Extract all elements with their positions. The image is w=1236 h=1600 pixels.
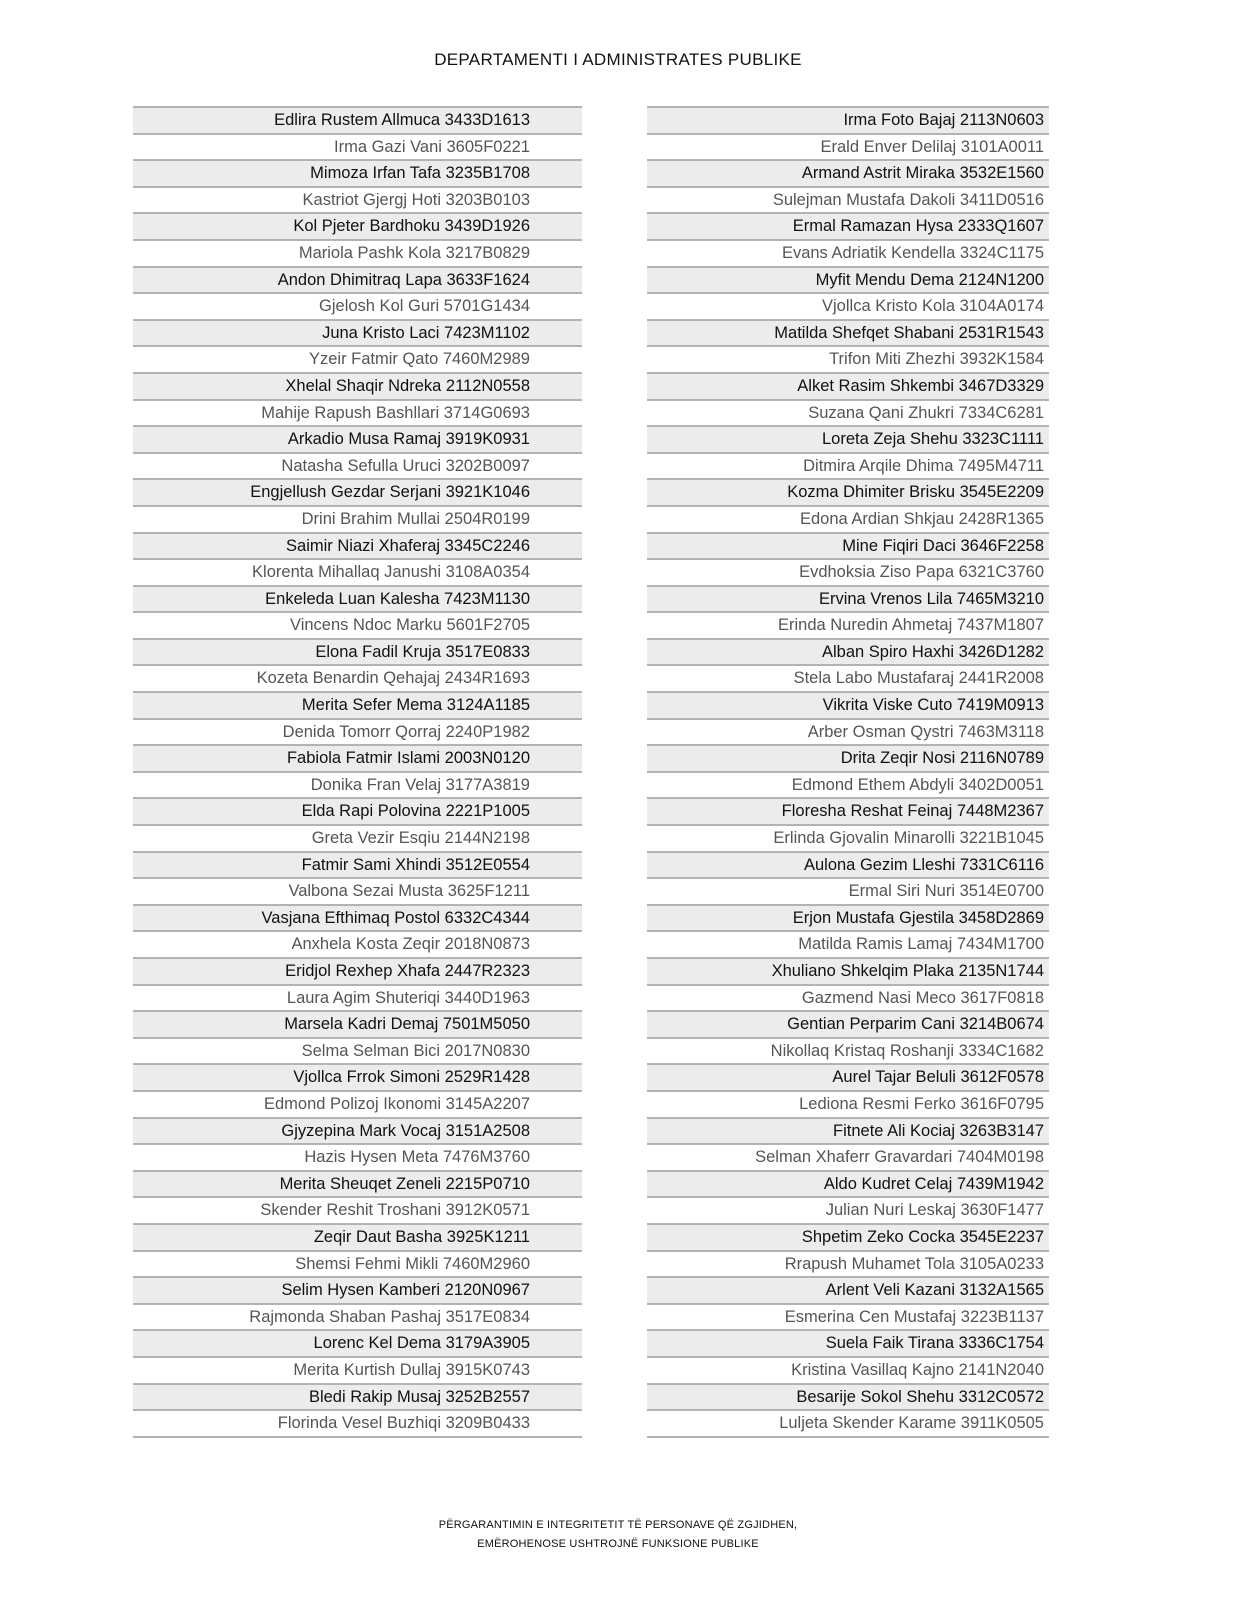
list-item: Evdhoksia Ziso Papa 6321C3760 [647, 558, 1049, 585]
list-item: Drita Zeqir Nosi 2116N0789 [647, 744, 1049, 771]
page-title: DEPARTAMENTI I ADMINISTRATES PUBLIKE [434, 50, 802, 69]
list-item: Andon Dhimitraq Lapa 3633F1624 [133, 266, 582, 293]
list-item: Aulona Gezim Lleshi 7331C6116 [647, 851, 1049, 878]
list-item: Arber Osman Qystri 7463M3118 [647, 718, 1049, 745]
list-item: Evans Adriatik Kendella 3324C1175 [647, 239, 1049, 266]
list-item: Trifon Miti Zhezhi 3932K1584 [647, 345, 1049, 372]
list-item: Vincens Ndoc Marku 5601F2705 [133, 611, 582, 638]
list-item: Anxhela Kosta Zeqir 2018N0873 [133, 930, 582, 957]
list-item: Edmond Polizoj Ikonomi 3145A2207 [133, 1090, 582, 1117]
list-item: Irma Foto Bajaj 2113N0603 [647, 106, 1049, 133]
list-item: Arlent Veli Kazani 3132A1565 [647, 1276, 1049, 1303]
list-item: Elona Fadil Kruja 3517E0833 [133, 638, 582, 665]
list-bottom-rule [647, 1436, 1049, 1438]
list-item: Mariola Pashk Kola 3217B0829 [133, 239, 582, 266]
list-item: Kozeta Benardin Qehajaj 2434R1693 [133, 664, 582, 691]
list-item: Myfit Mendu Dema 2124N1200 [647, 266, 1049, 293]
list-item: Alket Rasim Shkembi 3467D3329 [647, 372, 1049, 399]
list-item: Ditmira Arqile Dhima 7495M4711 [647, 452, 1049, 479]
list-bottom-rule [133, 1436, 582, 1438]
list-item: Luljeta Skender Karame 3911K0505 [647, 1409, 1049, 1436]
list-item: Matilda Ramis Lamaj 7434M1700 [647, 930, 1049, 957]
list-item: Juna Kristo Laci 7423M1102 [133, 319, 582, 346]
list-item: Selim Hysen Kamberi 2120N0967 [133, 1276, 582, 1303]
list-item: Kol Pjeter Bardhoku 3439D1926 [133, 212, 582, 239]
list-item: Lediona Resmi Ferko 3616F0795 [647, 1090, 1049, 1117]
list-item: Erald Enver Delilaj 3101A0011 [647, 133, 1049, 160]
list-item: Gentian Perparim Cani 3214B0674 [647, 1010, 1049, 1037]
list-item: Zeqir Daut Basha 3925K1211 [133, 1223, 582, 1250]
footer [0, 1516, 1236, 1554]
list-item: Matilda Shefqet Shabani 2531R1543 [647, 319, 1049, 346]
list-item: Aurel Tajar Beluli 3612F0578 [647, 1063, 1049, 1090]
list-item: Julian Nuri Leskaj 3630F1477 [647, 1196, 1049, 1223]
list-item: Selma Selman Bici 2017N0830 [133, 1037, 582, 1064]
list-item: Xhelal Shaqir Ndreka 2112N0558 [133, 372, 582, 399]
list-item: Esmerina Cen Mustafaj 3223B1137 [647, 1303, 1049, 1330]
list-item: Laura Agim Shuteriqi 3440D1963 [133, 984, 582, 1011]
list-item: Aldo Kudret Celaj 7439M1942 [647, 1170, 1049, 1197]
left-name-list [133, 106, 582, 1438]
list-item: Hazis Hysen Meta 7476M3760 [133, 1143, 582, 1170]
list-item: Bledi Rakip Musaj 3252B2557 [133, 1383, 582, 1410]
list-item: Edmond Ethem Abdyli 3402D0051 [647, 771, 1049, 798]
list-item: Nikollaq Kristaq Roshanji 3334C1682 [647, 1037, 1049, 1064]
list-item: Fabiola Fatmir Islami 2003N0120 [133, 744, 582, 771]
list-item: Mimoza Irfan Tafa 3235B1708 [133, 159, 582, 186]
list-item: Mahije Rapush Bashllari 3714G0693 [133, 399, 582, 426]
list-item: Edona Ardian Shkjau 2428R1365 [647, 505, 1049, 532]
list-item: Floresha Reshat Feinaj 7448M2367 [647, 797, 1049, 824]
list-item: Erjon Mustafa Gjestila 3458D2869 [647, 904, 1049, 931]
list-item: Marsela Kadri Demaj 7501M5050 [133, 1010, 582, 1037]
list-item: Drini Brahim Mullai 2504R0199 [133, 505, 582, 532]
list-item: Denida Tomorr Qorraj 2240P1982 [133, 718, 582, 745]
list-item: Edlira Rustem Allmuca 3433D1613 [133, 106, 582, 133]
footer-line-2: EMËROHENOSE USHTROJNË FUNKSIONE PUBLIKE [477, 1538, 759, 1550]
list-item: Erlinda Gjovalin Minarolli 3221B1045 [647, 824, 1049, 851]
list-item: Stela Labo Mustafaraj 2441R2008 [647, 664, 1049, 691]
list-item: Greta Vezir Esqiu 2144N2198 [133, 824, 582, 851]
list-item: Gjyzepina Mark Vocaj 3151A2508 [133, 1117, 582, 1144]
list-item: Yzeir Fatmir Qato 7460M2989 [133, 345, 582, 372]
list-item: Lorenc Kel Dema 3179A3905 [133, 1329, 582, 1356]
footer-line-1: PËRGARANTIMIN E INTEGRITETIT TË PERSONAVE QË ZGJIDHEN, [438, 1519, 798, 1531]
list-item: Vjollca Kristo Kola 3104A0174 [647, 292, 1049, 319]
list-item: Merita Sefer Mema 3124A1185 [133, 691, 582, 718]
right-name-list [647, 106, 1049, 1438]
list-item: Armand Astrit Miraka 3532E1560 [647, 159, 1049, 186]
list-item: Gjelosh Kol Guri 5701G1434 [133, 292, 582, 319]
list-item: Elda Rapi Polovina 2221P1005 [133, 797, 582, 824]
list-item: Irma Gazi Vani 3605F0221 [133, 133, 582, 160]
list-item: Skender Reshit Troshani 3912K0571 [133, 1196, 582, 1223]
list-item: Arkadio Musa Ramaj 3919K0931 [133, 425, 582, 452]
list-item: Donika Fran Velaj 3177A3819 [133, 771, 582, 798]
list-item: Fitnete Ali Kociaj 3263B3147 [647, 1117, 1049, 1144]
list-item: Merita Sheuqet Zeneli 2215P0710 [133, 1170, 582, 1197]
list-item: Vasjana Efthimaq Postol 6332C4344 [133, 904, 582, 931]
list-item: Saimir Niazi Xhaferaj 3345C2246 [133, 532, 582, 559]
list-item: Alban Spiro Haxhi 3426D1282 [647, 638, 1049, 665]
list-item: Natasha Sefulla Uruci 3202B0097 [133, 452, 582, 479]
list-item: Rrapush Muhamet Tola 3105A0233 [647, 1250, 1049, 1277]
list-item: Florinda Vesel Buzhiqi 3209B0433 [133, 1409, 582, 1436]
list-item: Xhuliano Shkelqim Plaka 2135N1744 [647, 957, 1049, 984]
list-item: Suela Faik Tirana 3336C1754 [647, 1329, 1049, 1356]
list-item: Rajmonda Shaban Pashaj 3517E0834 [133, 1303, 582, 1330]
list-item: Kozma Dhimiter Brisku 3545E2209 [647, 478, 1049, 505]
list-item: Ervina Vrenos Lila 7465M3210 [647, 585, 1049, 612]
list-item: Ermal Ramazan Hysa 2333Q1607 [647, 212, 1049, 239]
list-item: Enkeleda Luan Kalesha 7423M1130 [133, 585, 582, 612]
list-item: Vjollca Frrok Simoni 2529R1428 [133, 1063, 582, 1090]
list-item: Loreta Zeja Shehu 3323C1111 [647, 425, 1049, 452]
list-item: Sulejman Mustafa Dakoli 3411D0516 [647, 186, 1049, 213]
list-item: Shemsi Fehmi Mikli 7460M2960 [133, 1250, 582, 1277]
list-item: Ermal Siri Nuri 3514E0700 [647, 877, 1049, 904]
list-item: Fatmir Sami Xhindi 3512E0554 [133, 851, 582, 878]
list-item: Erinda Nuredin Ahmetaj 7437M1807 [647, 611, 1049, 638]
list-item: Valbona Sezai Musta 3625F1211 [133, 877, 582, 904]
list-item: Gazmend Nasi Meco 3617F0818 [647, 984, 1049, 1011]
list-item: Engjellush Gezdar Serjani 3921K1046 [133, 478, 582, 505]
list-item: Mine Fiqiri Daci 3646F2258 [647, 532, 1049, 559]
list-item: Vikrita Viske Cuto 7419M0913 [647, 691, 1049, 718]
list-item: Kastriot Gjergj Hoti 3203B0103 [133, 186, 582, 213]
list-item: Eridjol Rexhep Xhafa 2447R2323 [133, 957, 582, 984]
list-item: Kristina Vasillaq Kajno 2141N2040 [647, 1356, 1049, 1383]
list-item: Besarije Sokol Shehu 3312C0572 [647, 1383, 1049, 1410]
list-item: Klorenta Mihallaq Janushi 3108A0354 [133, 558, 582, 585]
list-item: Suzana Qani Zhukri 7334C6281 [647, 399, 1049, 426]
list-item: Shpetim Zeko Cocka 3545E2237 [647, 1223, 1049, 1250]
list-item: Merita Kurtish Dullaj 3915K0743 [133, 1356, 582, 1383]
list-item: Selman Xhaferr Gravardari 7404M0198 [647, 1143, 1049, 1170]
